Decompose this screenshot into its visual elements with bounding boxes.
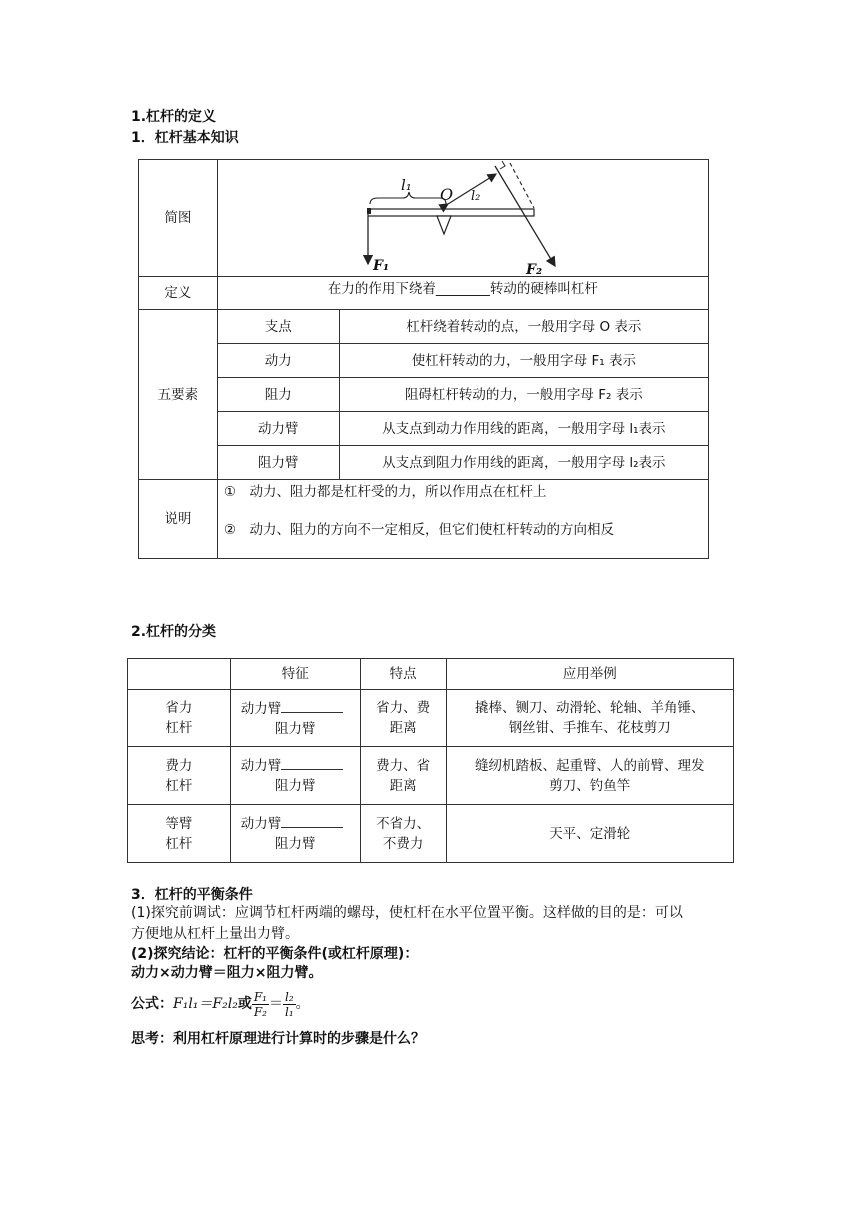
answer-blank[interactable] bbox=[281, 755, 343, 770]
answer-blank[interactable] bbox=[281, 698, 343, 713]
lever-feature: 动力臂 阻力臂 bbox=[230, 690, 360, 747]
think-question: 思考：利用杠杆原理进行计算时的步骤是什么？ bbox=[131, 1031, 425, 1047]
element-desc: 阻碍杠杆转动的力，一般用字母 F₂ 表示 bbox=[339, 378, 708, 412]
definition-label: 定义 bbox=[139, 277, 218, 310]
lever-trait: 费力、省 距离 bbox=[360, 747, 446, 805]
label-l2: l₂ bbox=[470, 189, 481, 204]
formula-period: 。 bbox=[295, 995, 310, 1012]
lever-examples: 天平、定滑轮 bbox=[446, 805, 733, 863]
paragraph-1-line-1: (1)探究前调试：应调节杠杆两端的螺母，使杠杆在水平位置平衡。这样做的目的是：可以 bbox=[131, 905, 683, 921]
element-desc: 从支点到动力作用线的距离，一般用字母 l₁表示 bbox=[339, 412, 708, 446]
formula-main: F₁l₁＝F₂l₂ bbox=[173, 995, 238, 1012]
label-f2: F₂ bbox=[525, 262, 542, 277]
paragraph-1-line-2: 方便地从杠杆上量出力臂。 bbox=[131, 926, 299, 942]
element-name: 阻力 bbox=[217, 378, 339, 412]
lever-trait: 省力、费 距离 bbox=[360, 690, 446, 747]
paragraph-2: (2)探究结论：杠杆的平衡条件(或杠杆原理)： bbox=[131, 946, 419, 962]
answer-blank[interactable] bbox=[281, 813, 343, 828]
label-l1: l₁ bbox=[400, 176, 412, 194]
fraction-f1-over-f2: $\frac{\text{F₁}}{\text{F₂}}$ bbox=[253, 989, 267, 1019]
note-1: ① 动力、阻力都是杠杆受的力，所以作用点在杠杆上 bbox=[223, 484, 547, 500]
elements-label: 五要素 bbox=[139, 310, 218, 480]
notes-cell bbox=[217, 480, 708, 559]
lever-examples: 撬棒、铡刀、动滑轮、轮轴、羊角锤、 钢丝钳、手推车、花枝剪刀 bbox=[446, 690, 733, 747]
lever-feature: 动力臂 阻力臂 bbox=[230, 747, 360, 805]
diagram-label: 简图 bbox=[139, 160, 218, 277]
header-trait: 特点 bbox=[360, 659, 446, 690]
formula-line bbox=[131, 986, 310, 1022]
formula-equals: ＝ bbox=[268, 995, 283, 1012]
section-heading-1a: 1.杠杆的定义 bbox=[131, 109, 217, 125]
element-desc: 杠杆绕着转动的点，一般用字母 O 表示 bbox=[339, 310, 708, 344]
section-heading-3: 3．杠杆的平衡条件 bbox=[131, 887, 253, 903]
lever-examples: 缝纫机踏板、起重臂、人的前臂、理发 剪刀、钓鱼竿 bbox=[446, 747, 733, 805]
f2-extension-dashed bbox=[510, 163, 534, 208]
fraction-l2-over-l1: $\frac{\text{l₂}}{\text{l₁}}$ bbox=[284, 989, 294, 1019]
lever-diagram bbox=[218, 160, 588, 277]
notes-label: 说明 bbox=[139, 480, 218, 559]
lever-type: 等臂 杠杆 bbox=[128, 805, 231, 863]
lever-type: 省力 杠杆 bbox=[128, 690, 231, 747]
lever-type: 费力 杠杆 bbox=[128, 747, 231, 805]
definition-text: 在力的作用下绕着________转动的硬棒叫杠杆 bbox=[217, 277, 708, 310]
lever-trait: 不省力、 不费力 bbox=[360, 805, 446, 863]
element-desc: 从支点到阻力作用线的距离，一般用字母 l₂表示 bbox=[339, 446, 708, 480]
element-name: 阻力臂 bbox=[217, 446, 339, 480]
formula-or: 或 bbox=[237, 995, 252, 1012]
label-o: O bbox=[439, 185, 453, 204]
fulcrum-triangle bbox=[437, 216, 451, 234]
lever-diagram-cell bbox=[217, 160, 708, 277]
section-heading-2: 2.杠杆的分类 bbox=[131, 624, 217, 640]
label-f1: F₁ bbox=[372, 258, 389, 274]
lever-basics-table bbox=[138, 159, 709, 559]
element-name: 动力臂 bbox=[217, 412, 339, 446]
element-name: 动力 bbox=[217, 344, 339, 378]
paragraph-3: 动力×动力臂＝阻力×阻力臂。 bbox=[131, 965, 323, 981]
lever-classification-table bbox=[127, 658, 734, 863]
formula-label: 公式： bbox=[131, 995, 173, 1012]
lever-feature: 动力臂 阻力臂 bbox=[230, 805, 360, 863]
element-name: 支点 bbox=[217, 310, 339, 344]
header-examples: 应用举例 bbox=[446, 659, 733, 690]
section-heading-1b: 1．杠杆基本知识 bbox=[131, 130, 239, 146]
lever-bar bbox=[368, 209, 534, 216]
element-desc: 使杠杆转动的力，一般用字母 F₁ 表示 bbox=[339, 344, 708, 378]
header-feature: 特征 bbox=[230, 659, 360, 690]
note-2: ② 动力、阻力的方向不一定相反，但它们使杠杆转动的方向相反 bbox=[223, 522, 614, 538]
header-empty bbox=[128, 659, 231, 690]
